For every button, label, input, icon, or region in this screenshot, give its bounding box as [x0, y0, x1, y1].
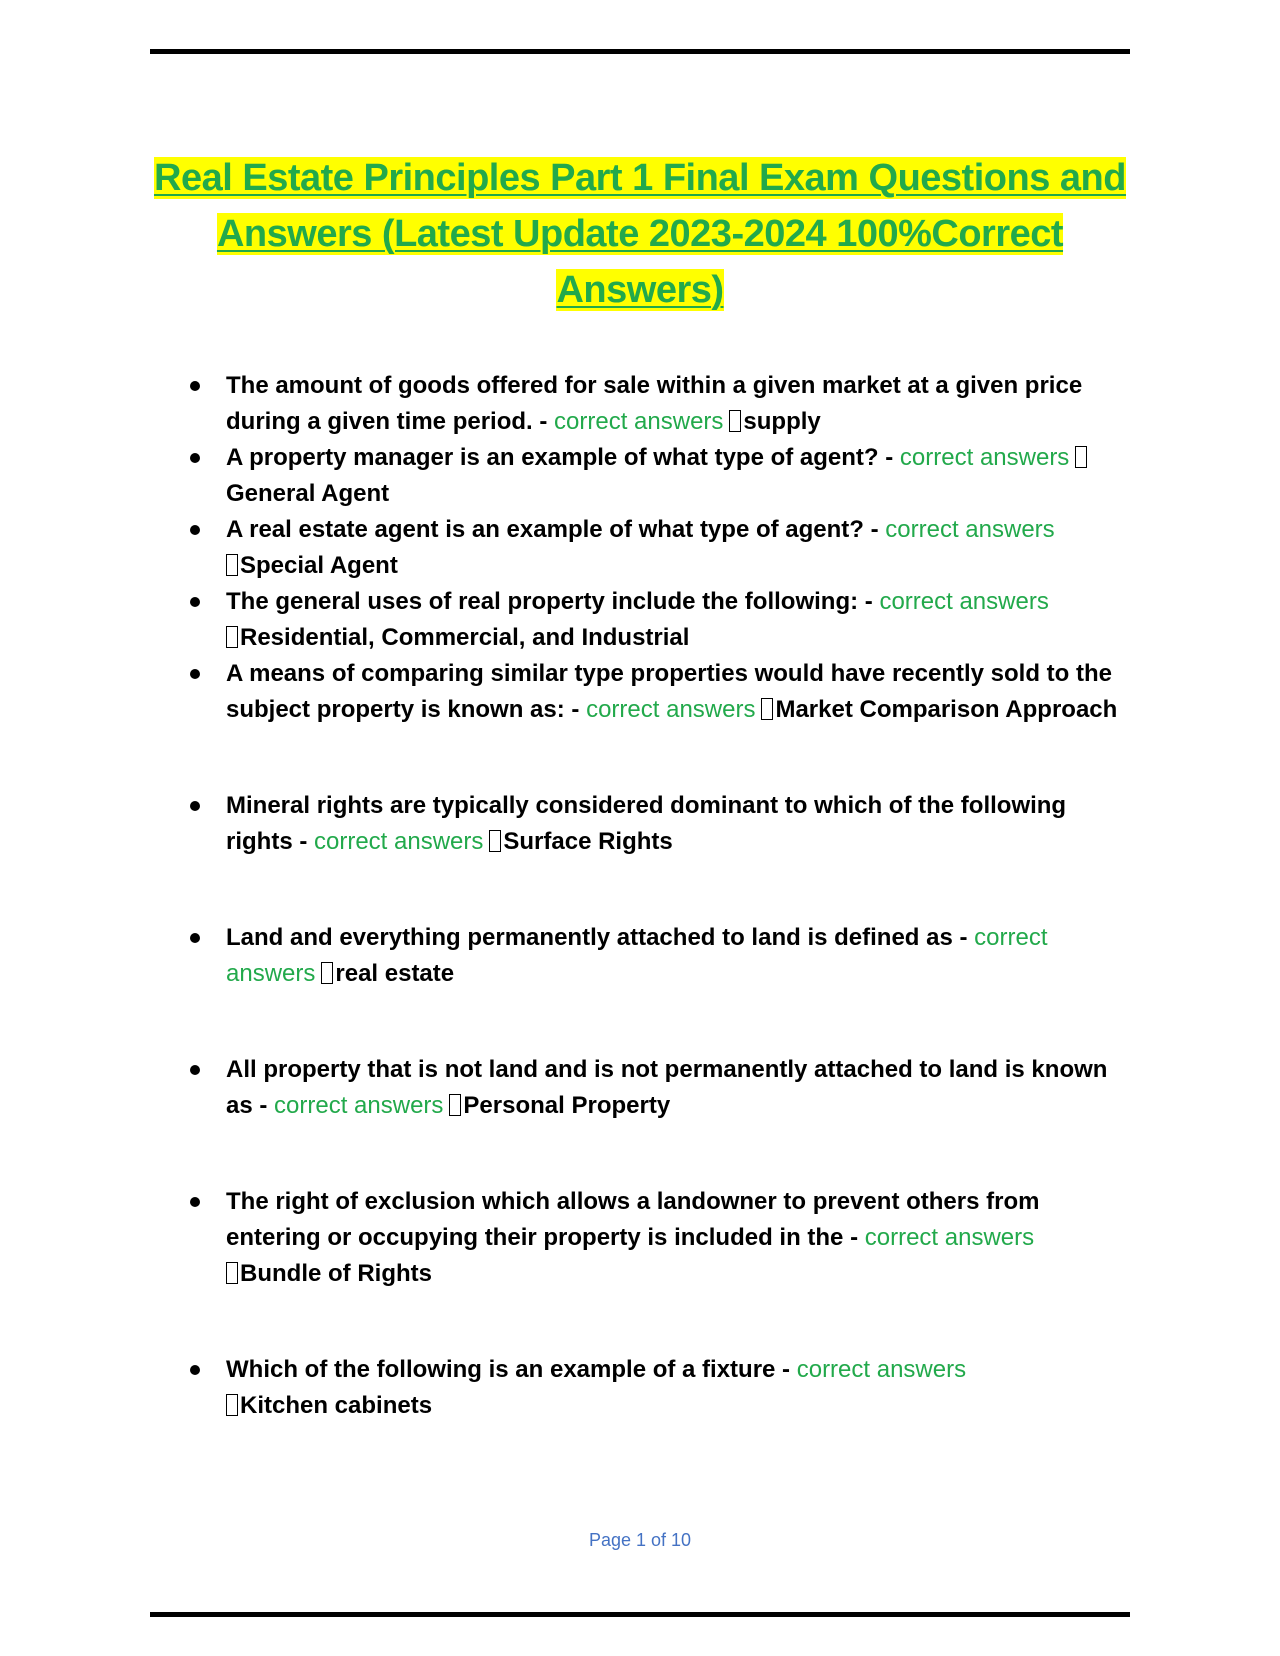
page-number: Page 1 of 10 [588, 1530, 692, 1550]
answer-text: Bundle of Rights [240, 1260, 432, 1287]
bullet-icon [190, 933, 200, 943]
checkbox-glyph-icon [1075, 446, 1087, 468]
qa-item [226, 1052, 1136, 1124]
bullet-icon [190, 597, 200, 607]
qa-item [226, 788, 1136, 860]
answer-text: Market Comparison Approach [775, 696, 1118, 723]
question-text: Mineral rights are typically considered dominant to which of the following rights [226, 792, 1067, 855]
separator: - [564, 696, 587, 723]
checkbox-glyph-icon [761, 698, 773, 720]
answer-text: Surface Rights [503, 828, 673, 855]
answer-tag: correct answers [586, 696, 756, 723]
separator: - [252, 1092, 275, 1119]
bullet-icon [190, 801, 200, 811]
checkbox-glyph-icon [321, 962, 333, 984]
answer-tag: correct answers [314, 828, 484, 855]
separator: - [775, 1356, 797, 1383]
separator: - [843, 1224, 865, 1251]
separator: - [952, 924, 975, 951]
bullet-icon [190, 1065, 200, 1075]
answer-tag: correct answers [796, 1356, 967, 1383]
qa-item [226, 440, 1136, 512]
separator: - [532, 408, 555, 435]
qa-item [226, 368, 1136, 440]
bullet-icon [190, 381, 200, 391]
footer-rule [150, 1612, 1130, 1617]
qa-item [226, 1184, 1136, 1292]
answer-text: General Agent [226, 480, 390, 507]
question-text: The amount of goods offered for sale within a given market at a given price during a given time period. [226, 372, 1083, 435]
checkbox-glyph-icon [449, 1094, 461, 1116]
checkbox-glyph-icon [226, 1394, 238, 1416]
answer-tag: correct answers [274, 1092, 444, 1119]
separator: - [878, 444, 900, 471]
separator: - [863, 516, 886, 543]
answer-text: Special Agent [240, 552, 398, 579]
qa-item [226, 920, 1136, 992]
answer-tag: correct answers [879, 588, 1049, 615]
question-text: The right of exclusion which allows a landowner to prevent others from entering or occupying their property is included in the [226, 1188, 1040, 1251]
bullet-icon [190, 1197, 200, 1207]
answer-text: Personal Property [463, 1092, 671, 1119]
qa-item [226, 656, 1136, 728]
question-text: Which of the following is an example of a fixture [226, 1356, 776, 1383]
answer-text: Kitchen cabinets [240, 1392, 433, 1419]
answer-tag: correct answers [554, 408, 724, 435]
answer-tag: correct answers [226, 924, 1048, 987]
header-rule [150, 49, 1130, 54]
question-text: Land and everything permanently attached to land is defined as [226, 924, 953, 951]
document-title-text: Real Estate Principles Part 1 Final Exam Questions and Answers (Latest Update 2023-2024 100%Correct Answers) [154, 157, 1126, 311]
bullet-icon [190, 1365, 200, 1375]
answer-tag: correct answers [864, 1224, 1035, 1251]
qa-item [226, 1352, 1136, 1424]
checkbox-glyph-icon [729, 410, 741, 432]
checkbox-glyph-icon [226, 554, 238, 576]
qa-list [226, 368, 1136, 1424]
bullet-icon [190, 453, 200, 463]
checkbox-glyph-icon [489, 830, 501, 852]
separator: - [858, 588, 880, 615]
answer-text: supply [743, 408, 821, 435]
checkbox-glyph-icon [226, 1262, 238, 1284]
document-title [150, 150, 1130, 318]
bullet-icon [190, 669, 200, 679]
separator: - [292, 828, 314, 855]
answer-tag: correct answers [899, 444, 1070, 471]
bullet-icon [190, 525, 200, 535]
answer-tag: correct answers [885, 516, 1055, 543]
question-text: A real estate agent is an example of what type of agent? [226, 516, 864, 543]
answer-text: real estate [335, 960, 455, 987]
question-text: All property that is not land and is not permanently attached to land is known as [226, 1056, 1108, 1119]
checkbox-glyph-icon [226, 626, 238, 648]
question-text: A property manager is an example of what type of agent? [226, 444, 879, 471]
question-text: A means of comparing similar type properties would have recently sold to the subject property is known as: [226, 660, 1112, 723]
answer-text: Residential, Commercial, and Industrial [240, 624, 690, 651]
qa-item [226, 584, 1136, 656]
question-text: The general uses of real property include the following: [226, 588, 859, 615]
qa-item [226, 512, 1136, 584]
